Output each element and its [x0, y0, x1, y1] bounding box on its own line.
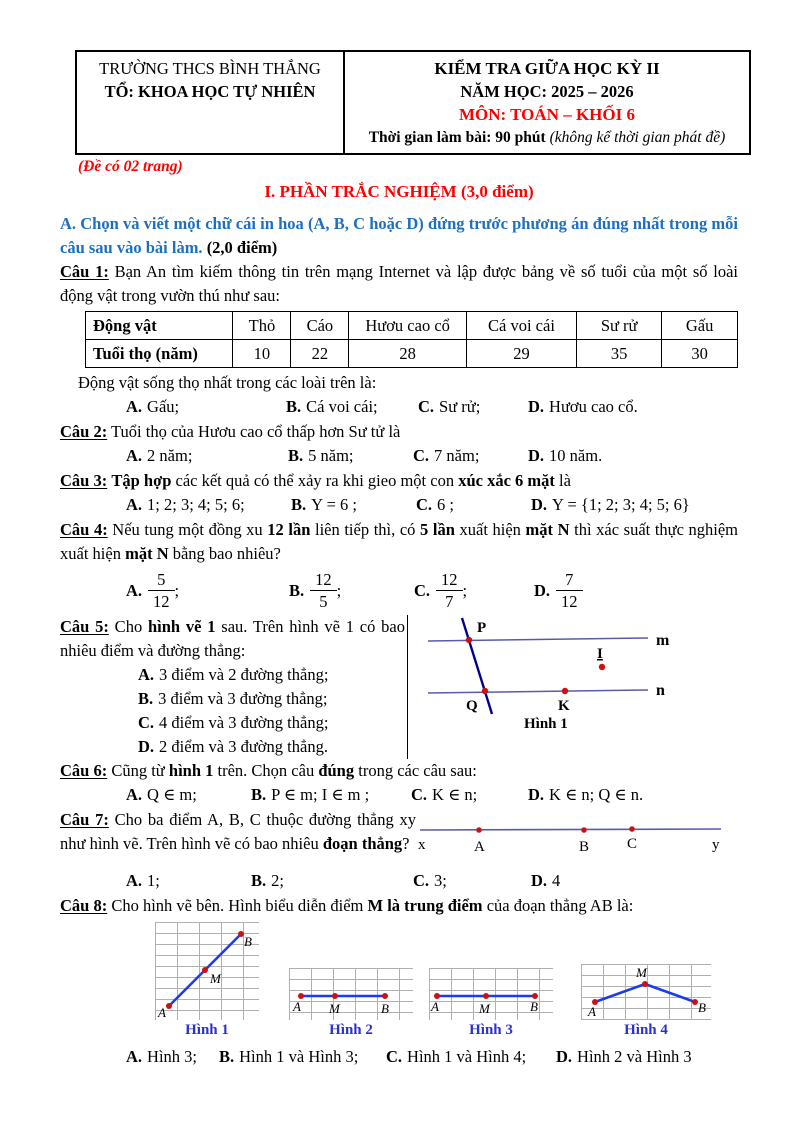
option-letter: C. — [138, 712, 155, 732]
option-a — [126, 395, 286, 419]
point-M-dot — [332, 993, 338, 999]
page-count-note: (Đề có 02 trang) — [78, 158, 183, 175]
point-M-dot — [202, 967, 208, 973]
question-7-label: Câu 7: — [60, 809, 109, 829]
duration-bold: Thời gian làm bài: 90 phút — [368, 129, 546, 146]
header-school-cell — [77, 52, 345, 153]
label-B: B — [698, 999, 706, 1015]
text-run: Cũng từ — [107, 760, 169, 780]
option-letter: B. — [219, 1046, 235, 1066]
question-3-text — [107, 471, 571, 490]
question-5-text — [60, 617, 405, 660]
option-letter: C. — [411, 784, 428, 804]
point-B-dot — [382, 993, 388, 999]
fraction — [148, 571, 175, 611]
label-A: A — [474, 838, 485, 855]
denominator: 5 — [310, 590, 337, 610]
option-text: 5 năm; — [308, 446, 354, 465]
option-text: 2 năm; — [147, 446, 193, 465]
option-b — [286, 395, 418, 419]
q1-animal-table — [85, 311, 738, 368]
option-text: Hình 2 và Hình 3 — [577, 1046, 692, 1066]
label-M: M — [329, 1000, 340, 1016]
denominator: 12 — [148, 590, 175, 610]
question-1-label: Câu 1: — [60, 262, 109, 281]
label-B: B — [244, 933, 252, 949]
option-c — [386, 1045, 556, 1069]
option-text: 10 năm. — [549, 446, 603, 465]
table-cell: Hươu cao cổ — [349, 312, 466, 340]
figure-4-caption: Hình 4 — [624, 1021, 668, 1038]
table-cell: 28 — [349, 340, 466, 368]
option-letter: B. — [138, 688, 154, 708]
text-run: xúc xắc 6 mặt — [458, 471, 555, 490]
option-a — [126, 869, 251, 893]
table-cell: 35 — [577, 340, 662, 368]
question-3-stem — [60, 469, 738, 493]
label-A: A — [588, 1003, 596, 1019]
table-cell: Động vật — [86, 312, 233, 340]
question-2-options — [60, 444, 738, 468]
option-d — [528, 444, 602, 468]
option-b — [251, 783, 411, 807]
text-run: mặt N — [125, 544, 169, 563]
point-P-dot — [466, 636, 472, 642]
option-letter: C. — [386, 1046, 403, 1066]
text-run: trong các câu sau: — [354, 760, 477, 780]
option-d — [60, 735, 405, 759]
text-run: bằng bao nhiêu? — [168, 544, 281, 563]
figure-3-caption: Hình 3 — [469, 1021, 513, 1038]
line-m — [428, 638, 648, 641]
label-y: y — [712, 836, 720, 853]
option-letter: D. — [528, 446, 545, 465]
point-C-dot — [629, 826, 635, 832]
text-run: 5 lần — [420, 520, 455, 539]
figure-2-caption: Hình 2 — [329, 1021, 373, 1038]
option-letter: B. — [288, 446, 304, 465]
question-6-stem — [60, 759, 738, 783]
option-letter: A. — [126, 495, 143, 514]
text-run: Cho hình vẽ bên. Hình biểu diễn điểm — [107, 895, 368, 915]
question-3-options — [60, 493, 738, 517]
text-run: sau. Trên hình vẽ 1 có bao nhiêu điểm và đường thẳng: — [60, 616, 406, 660]
label-M: M — [479, 1000, 490, 1016]
option-letter: D. — [138, 736, 155, 756]
table-cell: Gấu — [662, 312, 738, 340]
table-cell: 10 — [233, 340, 291, 368]
question-1-options — [60, 395, 738, 419]
option-letter: B. — [291, 495, 307, 514]
option-text: 1; — [147, 870, 160, 890]
figure-1-svg — [155, 922, 259, 1020]
option-d — [528, 783, 643, 807]
label-B: B — [530, 998, 538, 1014]
text-run: mặt N — [525, 520, 570, 539]
option-letter: C. — [416, 495, 433, 514]
fraction — [436, 571, 463, 611]
question-5-label: Câu 5: — [60, 616, 109, 636]
option-c — [413, 869, 531, 893]
option-text: K ∈ n; — [432, 784, 478, 804]
section-title: I. PHẦN TRẮC NGHIỆM (3,0 điểm) — [264, 182, 534, 201]
question-7-stem — [60, 808, 416, 856]
table-row — [86, 312, 738, 340]
text-run: đoạn thẳng — [322, 833, 403, 853]
option-letter: A. — [126, 580, 143, 600]
option-text: 7 năm; — [434, 446, 480, 465]
question-7-options — [60, 869, 738, 893]
geometry-figure-svg — [408, 615, 738, 737]
duration-note: (không kể thời gian phát đề) — [545, 129, 726, 146]
option-text: 1; 2; 3; 4; 5; 6; — [147, 495, 245, 514]
point-M-dot — [483, 993, 489, 999]
option-letter: A. — [126, 784, 143, 804]
option-text: 4 điểm và 3 đường thẳng; — [159, 712, 329, 732]
table-cell: Sư rử — [577, 312, 662, 340]
question-7-text — [60, 810, 416, 853]
label-n: n — [656, 681, 665, 699]
option-letter: A. — [126, 870, 143, 890]
option-c — [414, 571, 534, 611]
question-5-stem — [60, 615, 405, 663]
figure-line-xy — [416, 808, 738, 869]
option-d — [534, 571, 583, 611]
option-b — [219, 1045, 386, 1069]
department-name: TỔ: KHOA HỌC TỰ NHIÊN — [104, 82, 316, 101]
question-8-stem — [60, 894, 738, 918]
label-m: m — [656, 631, 670, 649]
table-cell: Cá voi cái — [466, 312, 576, 340]
label-I: I — [597, 645, 603, 662]
text-run: Cho ba điểm A, B, C thuộc đường thẳng xy như hình vẽ. Trên hình vẽ có bao nhiêu — [60, 809, 417, 853]
option-letter: D. — [531, 495, 548, 514]
option-letter: C. — [418, 397, 435, 416]
label-B: B — [381, 1000, 389, 1016]
option-text: Y = {1; 2; 3; 4; 5; 6} — [552, 495, 690, 514]
option-b — [289, 571, 414, 611]
point-M-dot — [642, 981, 648, 987]
option-text: Hình 1 và Hình 4; — [407, 1046, 527, 1066]
label-Q: Q — [466, 697, 478, 714]
table-cell: Thỏ — [233, 312, 291, 340]
option-letter: D. — [556, 1046, 573, 1066]
table-cell: 22 — [291, 340, 349, 368]
option-d — [531, 493, 690, 517]
option-b — [251, 869, 413, 893]
part-a-instruction — [60, 212, 738, 260]
text-run: các kết quả có thể xảy ra khi gieo một con — [171, 471, 459, 490]
point-A-dot — [476, 827, 482, 833]
question-6-options — [60, 783, 738, 807]
option-letter: A. — [126, 1046, 143, 1066]
option-text: Gấu; — [147, 397, 180, 416]
question-8-options — [60, 1045, 738, 1069]
line-xy-svg — [416, 816, 738, 864]
option-c — [413, 444, 528, 468]
school-year: NĂM HỌC: 2025 – 2026 — [460, 82, 634, 101]
option-text: P ∈ m; I ∈ m ; — [271, 784, 370, 804]
option-text: 6 ; — [437, 495, 455, 514]
part-a-points: (2,0 điểm) — [202, 238, 278, 257]
label-A: A — [293, 998, 301, 1014]
figure-2-svg — [289, 968, 413, 1020]
option-text: Y = 6 ; — [311, 495, 357, 514]
text-run: Tập hợp — [111, 471, 172, 490]
option-a — [126, 1045, 219, 1069]
text-run: hình 1 — [168, 760, 214, 780]
question-7-left — [60, 808, 416, 869]
segment-MB — [645, 984, 695, 1002]
option-text: Sư rử; — [439, 397, 481, 416]
question-6-label: Câu 6: — [60, 760, 108, 780]
question-1-stem2: Động vật sống thọ nhất trong các loài trên là: — [78, 373, 377, 392]
line-n — [428, 690, 648, 693]
numerator: 12 — [315, 570, 332, 589]
option-letter: A. — [138, 664, 155, 684]
text-run: ? — [402, 833, 410, 853]
table-cell: 29 — [466, 340, 576, 368]
question-2-label: Câu 2: — [60, 422, 108, 441]
label-C: C — [627, 835, 638, 852]
text-run: là — [554, 471, 571, 490]
label-A: A — [431, 998, 439, 1014]
grid-figure-4 — [581, 964, 711, 1020]
question-4-options — [60, 571, 738, 611]
table-cell: 30 — [662, 340, 738, 368]
question-2-text — [107, 422, 400, 441]
label-B: B — [579, 838, 590, 855]
option-d — [531, 869, 560, 893]
option-a — [126, 783, 251, 807]
grid-figure-2 — [289, 968, 413, 1020]
exam-title: KIỂM TRA GIỮA HỌC KỲ II — [434, 59, 660, 78]
option-letter: D. — [534, 580, 551, 600]
option-b — [288, 444, 413, 468]
label-A: A — [158, 1004, 166, 1020]
denominator: 7 — [436, 590, 463, 610]
question-1-stem — [60, 260, 738, 308]
option-text: 2 điểm và 3 đường thẳng. — [159, 736, 328, 756]
numerator: 5 — [157, 570, 166, 589]
text-run: liên tiếp thì, có — [310, 520, 421, 539]
figure-1-caption: Hình 1 — [185, 1021, 229, 1038]
denominator: 12 — [556, 590, 583, 610]
point-Q-dot — [482, 687, 488, 693]
text-run: của đoạn thẳng AB là: — [482, 895, 634, 915]
question-7-block — [60, 808, 738, 869]
option-c — [60, 711, 405, 735]
fraction — [556, 571, 583, 611]
numerator: 12 — [441, 570, 458, 589]
text-run: Bạn An tìm kiếm thông tin trên mạng Internet và lập được bảng về số tuổi của một số loài động vật trong vườn thú như sau: — [60, 262, 738, 305]
option-b — [291, 493, 416, 517]
option-text: 2; — [271, 870, 284, 890]
option-a — [126, 571, 289, 611]
figure-3-svg — [429, 968, 553, 1020]
exam-subject: MÔN: TOÁN – KHỐI 6 — [459, 105, 635, 124]
figure-hinh-2 — [289, 968, 413, 1039]
text-run: Nếu tung một đồng xu — [107, 520, 268, 539]
question-3-label: Câu 3: — [60, 471, 108, 490]
text-run: trên. Chọn câu — [213, 760, 319, 780]
point-A-dot — [166, 1003, 172, 1009]
text-run: Tuổi thọ của Hươu cao cổ thấp hơn Sư tử là — [107, 422, 401, 441]
text-run: M là trung điểm — [367, 895, 483, 915]
point-I-dot — [599, 663, 605, 669]
option-letter: C. — [414, 580, 431, 600]
option-letter: C. — [413, 446, 430, 465]
text-run: thì xác suất thực nghiệm xuất hiện — [60, 520, 739, 563]
option-a — [60, 663, 405, 687]
grid-figure-3 — [429, 968, 553, 1020]
option-letter: A. — [126, 446, 143, 465]
option-letter: B. — [251, 784, 267, 804]
option-text: 3; — [434, 870, 447, 890]
numerator: 7 — [565, 570, 574, 589]
table-row — [86, 340, 738, 368]
option-letter: D. — [531, 870, 548, 890]
figure-hinh-1-lines — [408, 615, 738, 759]
point-B-dot — [581, 827, 587, 833]
question-8-text — [107, 896, 633, 915]
question-4-label: Câu 4: — [60, 520, 108, 539]
figure-hinh-1 — [155, 922, 259, 1039]
option-text: Hình 3; — [147, 1046, 198, 1066]
label-x: x — [418, 836, 426, 853]
question-8-label: Câu 8: — [60, 895, 108, 915]
option-text: K ∈ n; Q ∈ n. — [549, 784, 644, 804]
option-text: Hươu cao cổ. — [549, 397, 638, 416]
text-run: hình vẽ 1 — [147, 616, 216, 636]
question-5-block — [60, 615, 738, 759]
option-c — [418, 395, 528, 419]
figure-4-svg — [581, 964, 711, 1020]
school-name: TRƯỜNG THCS BÌNH THẮNG — [99, 59, 321, 78]
option-a — [126, 493, 291, 517]
option-suffix: ; — [336, 580, 342, 600]
option-suffix: ; — [462, 580, 468, 600]
question-4-text — [60, 520, 738, 563]
option-letter: D. — [528, 397, 545, 416]
option-c — [411, 783, 528, 807]
option-a — [126, 444, 288, 468]
option-d — [528, 395, 638, 419]
fraction — [310, 571, 337, 611]
segment-AM — [595, 984, 645, 1002]
label-M: M — [636, 964, 647, 980]
table-cell: Tuổi thọ (năm) — [86, 340, 233, 368]
question-2-stem — [60, 420, 738, 444]
exam-header-table — [75, 50, 751, 155]
question-6-text — [107, 761, 477, 780]
option-letter: B. — [289, 580, 305, 600]
figure-caption: Hình 1 — [524, 715, 568, 732]
point-K-dot — [562, 687, 568, 693]
text-run: đúng — [318, 760, 355, 780]
option-letter: B. — [251, 870, 267, 890]
option-text: Cá voi cái; — [306, 397, 378, 416]
text-run: xuất hiện — [454, 520, 526, 539]
option-text: 4 — [552, 870, 561, 890]
option-letter: A. — [126, 397, 143, 416]
label-P: P — [477, 619, 487, 636]
question-1-text — [60, 262, 738, 305]
grid-figure-1 — [155, 922, 259, 1020]
exam-duration — [347, 126, 747, 149]
option-text: 3 điểm và 2 đường thẳng; — [159, 664, 329, 684]
option-b — [60, 687, 405, 711]
option-suffix: ; — [174, 580, 180, 600]
option-letter: B. — [286, 397, 302, 416]
option-letter: C. — [413, 870, 430, 890]
question-4-stem — [60, 518, 738, 566]
option-c — [416, 493, 531, 517]
line-xy — [420, 829, 721, 830]
option-letter: D. — [528, 784, 545, 804]
figure-hinh-3 — [429, 968, 553, 1039]
part-a-text: A. Chọn và viết một chữ cái in hoa (A, B, C hoặc D) đứng trước phương án đúng nhất trong mỗi câu sau vào bài làm. — [60, 214, 738, 257]
option-text: Hình 1 và Hình 3; — [239, 1046, 359, 1066]
figure-hinh-4 — [581, 964, 711, 1039]
option-text: 3 điểm và 3 đường thẳng; — [158, 688, 328, 708]
table-cell: Cáo — [291, 312, 349, 340]
question-5-left — [60, 615, 408, 759]
text-run: 12 lần — [267, 520, 311, 539]
text-run: Cho — [108, 616, 148, 636]
label-K: K — [558, 697, 570, 714]
question-8-figures — [155, 922, 738, 1039]
option-text: Q ∈ m; — [147, 784, 197, 804]
label-M: M — [210, 970, 221, 986]
header-exam-cell — [345, 52, 749, 153]
option-d — [556, 1045, 692, 1069]
